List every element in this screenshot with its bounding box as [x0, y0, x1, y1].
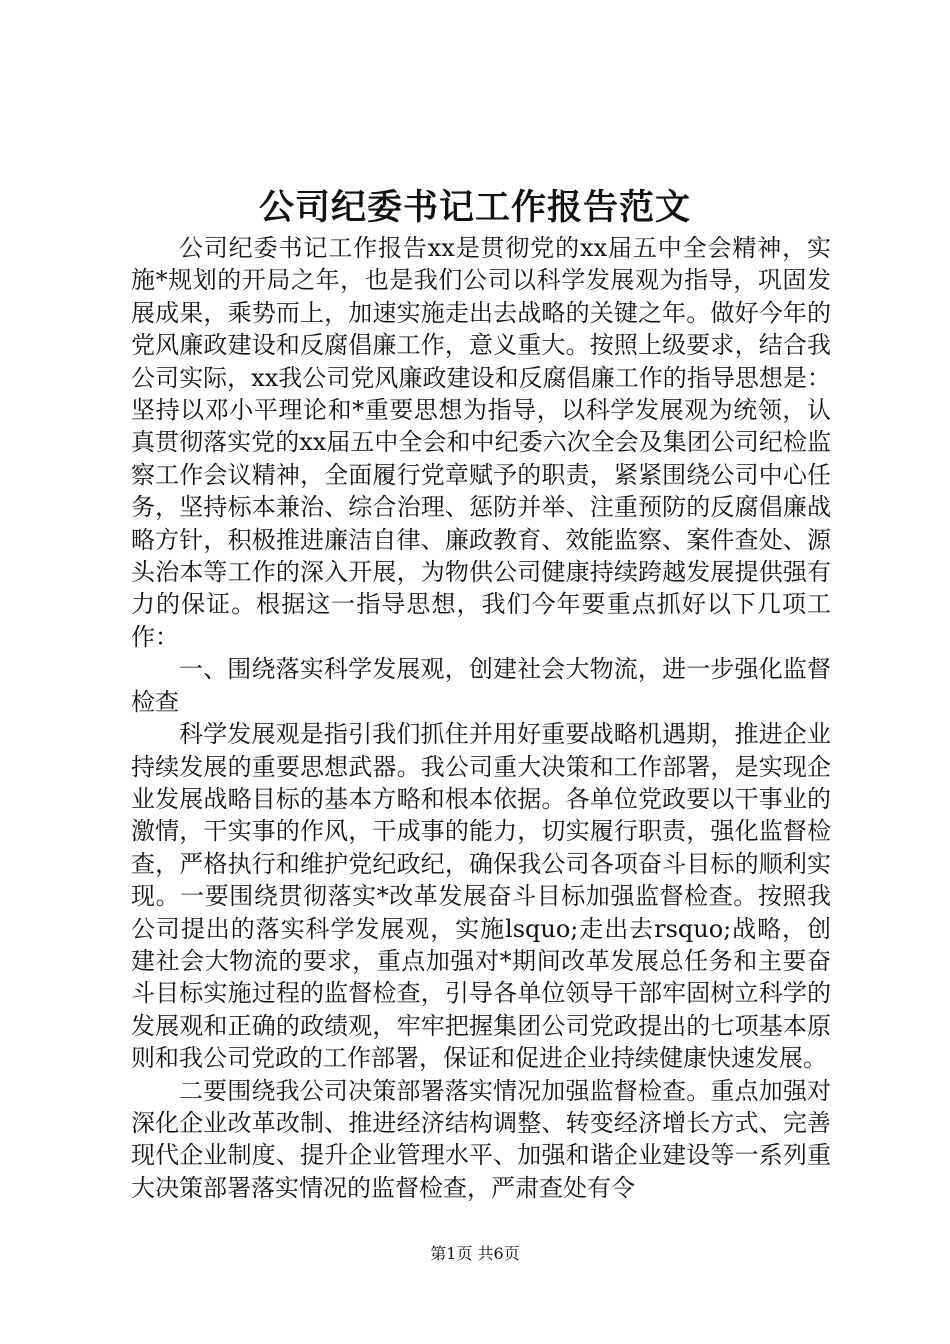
page-footer: 第1页 共6页	[430, 1244, 520, 1263]
paragraph-scientific-development: 科学发展观是指引我们抓住并用好重要战略机遇期，推进企业持续发展的重要思想武器。我公司重大决策和工作部署，是实现企业发展战略目标的基本方略和根本依据。各单位党政要以干事业的激情，干实事的作风，干成事的能力，切实履行职责，强化监督检查，严格执行和维护党纪政纪，确保我公司各项奋斗目标的顺利实现。一要围绕贯彻落实*改革发展奋斗目标加强监督检查。按照我公司提出的落实科学发展观，实施lsquo;走出去rsquo;战略，创建社会大物流的要求，重点加强对*期间改革发展总任务和主要奋斗目标实施过程的监督检查，引导各单位领导干部牢固树立科学的发展观和正确的政绩观，牢牢把握集团公司党政提出的七项基本原则和我公司党政的工作部署，保证和促进企业持续健康快速发展。	[131, 720, 831, 1073]
paragraph-intro: 公司纪委书记工作报告xx是贯彻党的xx届五中全会精神，实施*规划的开局之年，也是我们公司以科学发展观为指导，巩固发展成果，乘势而上，加速实施走出去战略的关键之年。做好今年的党风廉政建设和反腐倡廉工作，意义重大。按照上级要求，结合我公司实际，xx我公司党风廉政建设和反腐倡廉工作的指导思想是：坚持以邓小平理论和*重要思想为指导，以科学发展观为统领，认真贯彻落实党的xx届五中全会和中纪委六次全会及集团公司纪检监察工作会议精神，全面履行党章赋予的职责，紧紧围绕公司中心任务，坚持标本兼治、综合治理、惩防并举、注重预防的反腐倡廉战略方针，积极推进廉洁自律、廉政教育、效能监察、案件查处、源头治本等工作的深入开展，为物供公司健康持续跨越发展提供强有力的保证。根据这一指导思想，我们今年要重点抓好以下几项工作：	[131, 234, 831, 651]
document-title: 公司纪委书记工作报告范文	[258, 187, 691, 228]
paragraph-section-heading: 一、围绕落实科学发展观，创建社会大物流，进一步强化监督检查	[131, 655, 831, 716]
paragraph-decision-supervision: 二要围绕我公司决策部署落实情况加强监督检查。重点加强对深化企业改革改制、推进经济结构调整、转变经济增长方式、完善现代企业制度、提升企业管理水平、加强和谐企业建设等一系列重大决策部署落实情况的监督检查，严肃查处有令	[131, 1076, 831, 1202]
document-body	[131, 232, 831, 1204]
